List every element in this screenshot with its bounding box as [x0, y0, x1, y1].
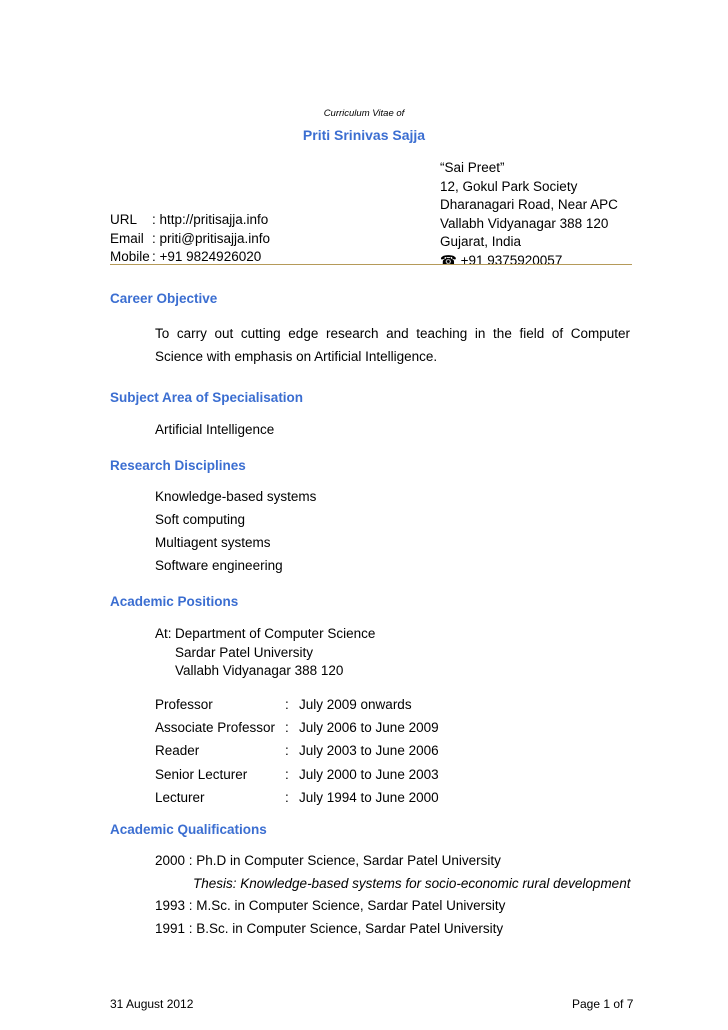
cv-label: Curriculum Vitae of [323, 108, 405, 119]
separator: : [285, 789, 289, 805]
phone-number: +91 9375920057 [460, 252, 563, 268]
contact-block [110, 211, 270, 267]
at-label: At: [155, 626, 172, 641]
contact-value[interactable]: : priti@pritisajja.info [152, 230, 270, 246]
table-row [155, 786, 439, 809]
list-item: Soft computing [155, 512, 246, 527]
department-row [155, 625, 375, 681]
department-block [155, 625, 375, 681]
position-title: Associate Professor [155, 720, 276, 736]
footer-date: 31 August 2012 [110, 997, 194, 1011]
department-lines [175, 625, 375, 681]
department-line: Sardar Patel University [175, 644, 314, 660]
postal-address [440, 159, 618, 270]
position-title: Lecturer [155, 789, 205, 805]
table-row [155, 739, 439, 762]
address-line: Vallabh Vidyanagar 388 120 [440, 215, 609, 231]
qualifications-heading: Academic Qualifications [110, 822, 267, 837]
list-item: Knowledge-based systems [155, 489, 317, 504]
qualification-phd: 2000 : Ph.D in Computer Science, Sardar Patel University [155, 853, 501, 868]
department-line: Department of Computer Science [175, 626, 376, 641]
table-row [155, 716, 439, 739]
objective-line: To carry out cutting edge research and teaching in the field of Computer [155, 326, 630, 341]
position-title: Senior Lecturer [155, 766, 248, 782]
qualification-msc: 1993 : M.Sc. in Computer Science, Sardar Patel University [155, 898, 506, 913]
list-item: Software engineering [155, 558, 283, 573]
address-line: Gujarat, India [440, 234, 522, 249]
contact-key: Email [110, 230, 144, 246]
position-period: July 2009 onwards [299, 697, 412, 712]
separator: : [285, 720, 289, 736]
phone-line [440, 252, 618, 271]
header-divider [110, 264, 632, 265]
position-period: July 1994 to June 2000 [299, 789, 439, 805]
separator: : [285, 766, 289, 782]
candidate-name: Priti Srinivas Sajja [302, 127, 426, 143]
objective-line: Science with emphasis on Artificial Intelligence. [155, 349, 438, 364]
positions-table [155, 693, 439, 809]
career-objective-text [155, 322, 630, 368]
positions-heading: Academic Positions [110, 594, 239, 609]
address-line: 12, Gokul Park Society [440, 178, 578, 194]
department-line: Vallabh Vidyanagar 388 120 [175, 663, 344, 678]
address-line: Dharanagari Road, Near APC [440, 197, 618, 212]
phone-icon: ☎ [440, 252, 457, 268]
research-list [155, 485, 316, 577]
position-period: July 2006 to June 2009 [299, 720, 439, 736]
position-period: July 2000 to June 2003 [299, 766, 439, 782]
list-item: Multiagent systems [155, 535, 271, 550]
specialisation-heading: Subject Area of Specialisation [110, 390, 304, 405]
career-objective-heading: Career Objective [110, 291, 218, 306]
position-title: Professor [155, 697, 213, 712]
contact-key: URL [110, 212, 138, 227]
contact-key: Mobile [110, 249, 150, 264]
contact-row-email [110, 230, 270, 249]
thesis-title: Thesis: Knowledge-based systems for socio-economic rural development [193, 876, 631, 891]
separator: : [285, 697, 289, 712]
separator: : [285, 743, 289, 759]
page-number: Page 1 of 7 [572, 997, 634, 1011]
position-title: Reader [155, 743, 200, 759]
position-period: July 2003 to June 2006 [299, 743, 439, 759]
specialisation-value: Artificial Intelligence [155, 422, 275, 437]
table-row [155, 693, 439, 716]
contact-value[interactable]: : http://pritisajja.info [152, 212, 269, 227]
contact-row-url [110, 211, 270, 230]
address-line: “Sai Preet” [440, 160, 505, 175]
research-heading: Research Disciplines [110, 458, 246, 473]
contact-value: : +91 9824926020 [152, 249, 262, 264]
table-row [155, 763, 439, 786]
qualification-bsc: 1991 : B.Sc. in Computer Science, Sardar Patel University [155, 921, 504, 936]
